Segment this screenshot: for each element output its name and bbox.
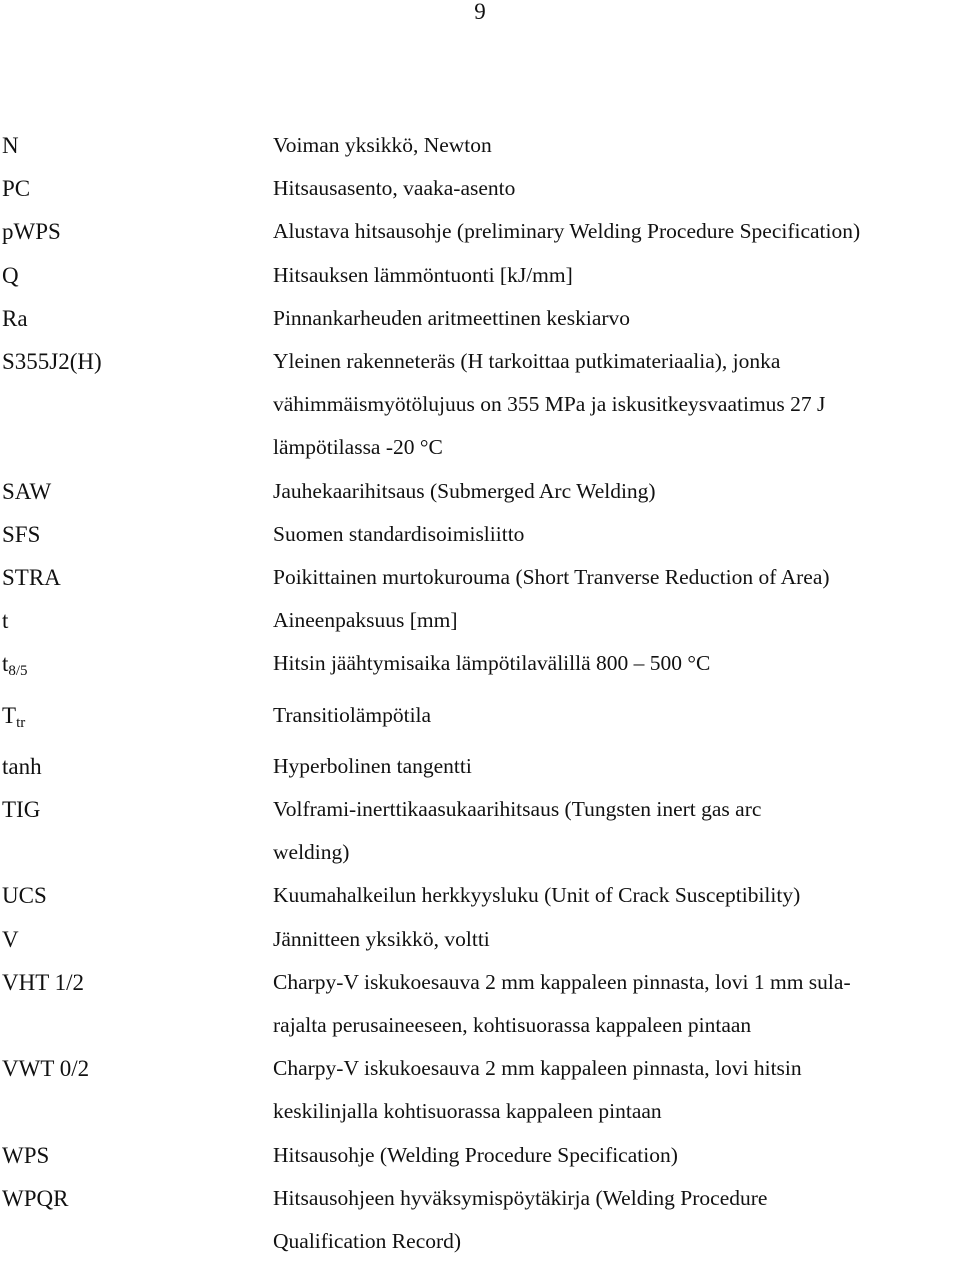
abbreviation-entry: [2, 210, 958, 253]
definition-line: Hitsausasento, vaaka-asento: [273, 176, 516, 201]
definition-line: Voiman yksikkö, Newton: [273, 133, 492, 157]
abbreviation-term: [2, 340, 273, 470]
abbreviation-definition: [273, 599, 958, 642]
abbreviation-entry: [2, 1134, 958, 1177]
abbreviation-term: [2, 470, 273, 513]
abbreviation-entry: [2, 745, 958, 788]
term-text: S355J2(H): [2, 349, 102, 375]
term-text: SFS: [2, 521, 41, 547]
term-text: WPS: [2, 1142, 50, 1168]
definition-line: Jauhekaarihitsaus (Submerged Arc Welding): [273, 478, 656, 503]
abbreviation-definition: [273, 513, 958, 556]
abbreviation-definition: [273, 340, 958, 470]
abbreviation-definition: [273, 1134, 958, 1177]
term-text: STRA: [2, 565, 61, 591]
abbreviation-term: [2, 297, 273, 340]
abbreviation-entry: [2, 1047, 958, 1133]
abbreviation-entry: [2, 167, 958, 210]
abbreviation-entry: [2, 599, 958, 642]
term-text: VHT 1/2: [2, 969, 84, 995]
term-text: tanh: [2, 753, 42, 779]
abbreviation-definition: [273, 556, 958, 599]
abbreviation-definition: [273, 745, 958, 788]
term-text: UCS: [2, 883, 47, 909]
definition-line: vähimmäismyötölujuus on 355 MPa ja iskusitkeysvaatimus 27 J: [273, 392, 826, 417]
abbreviation-entry: [2, 694, 958, 745]
term-text: VWT 0/2: [2, 1056, 90, 1082]
abbreviation-term: [2, 961, 273, 1047]
definition-line: Pinnankarheuden aritmeettinen keskiarvo: [273, 305, 631, 330]
definition-line: Volframi-inerttikaasukaarihitsaus (Tungsten inert gas arc: [273, 797, 762, 822]
term-subscript: tr: [16, 714, 26, 731]
abbreviation-entry: [2, 513, 958, 556]
abbreviation-entry: [2, 124, 958, 167]
abbreviation-definition: [273, 167, 958, 210]
abbreviation-definition: [273, 470, 958, 513]
abbreviation-definition: [273, 642, 958, 693]
abbreviation-entry: [2, 874, 958, 917]
abbreviation-definition: [273, 124, 958, 167]
term-text: T: [2, 702, 17, 728]
abbreviation-entry: [2, 1177, 958, 1263]
term-text: Ra: [2, 305, 28, 331]
abbreviation-term: [2, 788, 273, 874]
definition-line: Kuumahalkeilun herkkyysluku (Unit of Crack Susceptibility): [273, 883, 801, 908]
term-text: SAW: [2, 478, 52, 504]
abbreviation-entry: [2, 470, 958, 513]
abbreviation-term: [2, 918, 273, 961]
definition-line: Hitsin jäähtymisaika lämpötilavälillä 800 – 500 °C: [273, 651, 711, 676]
abbreviation-term: [2, 1047, 273, 1133]
definition-line: Hitsausohje (Welding Procedure Specification): [273, 1142, 678, 1167]
page-number: 9: [474, 0, 486, 24]
term-text: N: [2, 133, 19, 158]
abbreviation-entry: [2, 340, 958, 470]
abbreviation-definition: [273, 1177, 958, 1263]
definition-line: Hyperbolinen tangentti: [273, 753, 472, 778]
abbreviation-entry: [2, 556, 958, 599]
abbreviation-term: [2, 1177, 273, 1263]
abbreviation-definition: [273, 210, 958, 253]
abbreviation-definition: [273, 961, 958, 1047]
definition-line: Charpy-V iskukoesauva 2 mm kappaleen pinnasta, lovi 1 mm sula-: [273, 969, 851, 994]
abbreviation-entry: [2, 961, 958, 1047]
abbreviation-definition: [273, 918, 958, 961]
term-subscript: 8/5: [8, 663, 28, 680]
definition-line: rajalta perusaineeseen, kohtisuorassa kappaleen pintaan: [273, 1013, 752, 1038]
abbreviation-term: [2, 254, 273, 297]
abbreviation-term: [2, 210, 273, 253]
definition-line: Jännitteen yksikkö, voltti: [273, 926, 490, 951]
definition-line: lämpötilassa -20 °C: [273, 435, 443, 460]
abbreviation-term: [2, 1134, 273, 1177]
abbreviation-definition: [273, 1047, 958, 1133]
abbreviation-definition: [273, 297, 958, 340]
definition-line: Suomen standardisoimisliitto: [273, 521, 525, 546]
abbreviation-term: [2, 167, 273, 210]
term-text: WPQR: [2, 1185, 69, 1211]
definition-line: Transitiolämpötila: [273, 702, 432, 727]
term-text: TIG: [2, 797, 41, 823]
definition-line: Alustava hitsausohje (preliminary Welding Procedure Specification): [273, 219, 861, 244]
abbreviation-term: [2, 745, 273, 788]
definition-line: Charpy-V iskukoesauva 2 mm kappaleen pinnasta, lovi hitsin: [273, 1056, 802, 1081]
term-text: Q: [2, 262, 19, 288]
term-text: pWPS: [2, 219, 61, 245]
abbreviation-definition: [273, 694, 958, 745]
abbreviation-entry: [2, 254, 958, 297]
definition-line: Qualification Record): [273, 1229, 462, 1254]
abbreviation-definition: [273, 788, 958, 874]
abbreviation-definition: [273, 874, 958, 917]
abbreviation-term: [2, 599, 273, 642]
definition-line: Hitsausohjeen hyväksymispöytäkirja (Welding Procedure: [273, 1185, 768, 1210]
abbreviation-term: [2, 513, 273, 556]
term-text: V: [2, 926, 19, 952]
abbreviation-term: [2, 874, 273, 917]
term-text: t: [2, 608, 9, 634]
abbreviation-list: [2, 124, 958, 1263]
abbreviation-term: [2, 124, 273, 167]
abbreviation-term: [2, 642, 273, 693]
definition-line: Hitsauksen lämmöntuonti [kJ/mm]: [273, 262, 573, 287]
abbreviation-entry: [2, 788, 958, 874]
abbreviation-entry: [2, 642, 958, 693]
definition-line: keskilinjalla kohtisuorassa kappaleen pintaan: [273, 1099, 662, 1124]
abbreviation-term: [2, 556, 273, 599]
abbreviation-definition: [273, 254, 958, 297]
abbreviation-entry: [2, 918, 958, 961]
term-text: t: [2, 651, 9, 677]
definition-line: Aineenpaksuus [mm]: [273, 608, 458, 633]
definition-line: Poikittainen murtokurouma (Short Tranverse Reduction of Area): [273, 565, 830, 590]
abbreviation-term: [2, 694, 273, 745]
definition-line: Yleinen rakenneteräs (H tarkoittaa putkimateriaalia), jonka: [273, 349, 781, 374]
term-text: PC: [2, 176, 31, 202]
definition-line: welding): [273, 840, 350, 865]
abbreviation-entry: [2, 297, 958, 340]
